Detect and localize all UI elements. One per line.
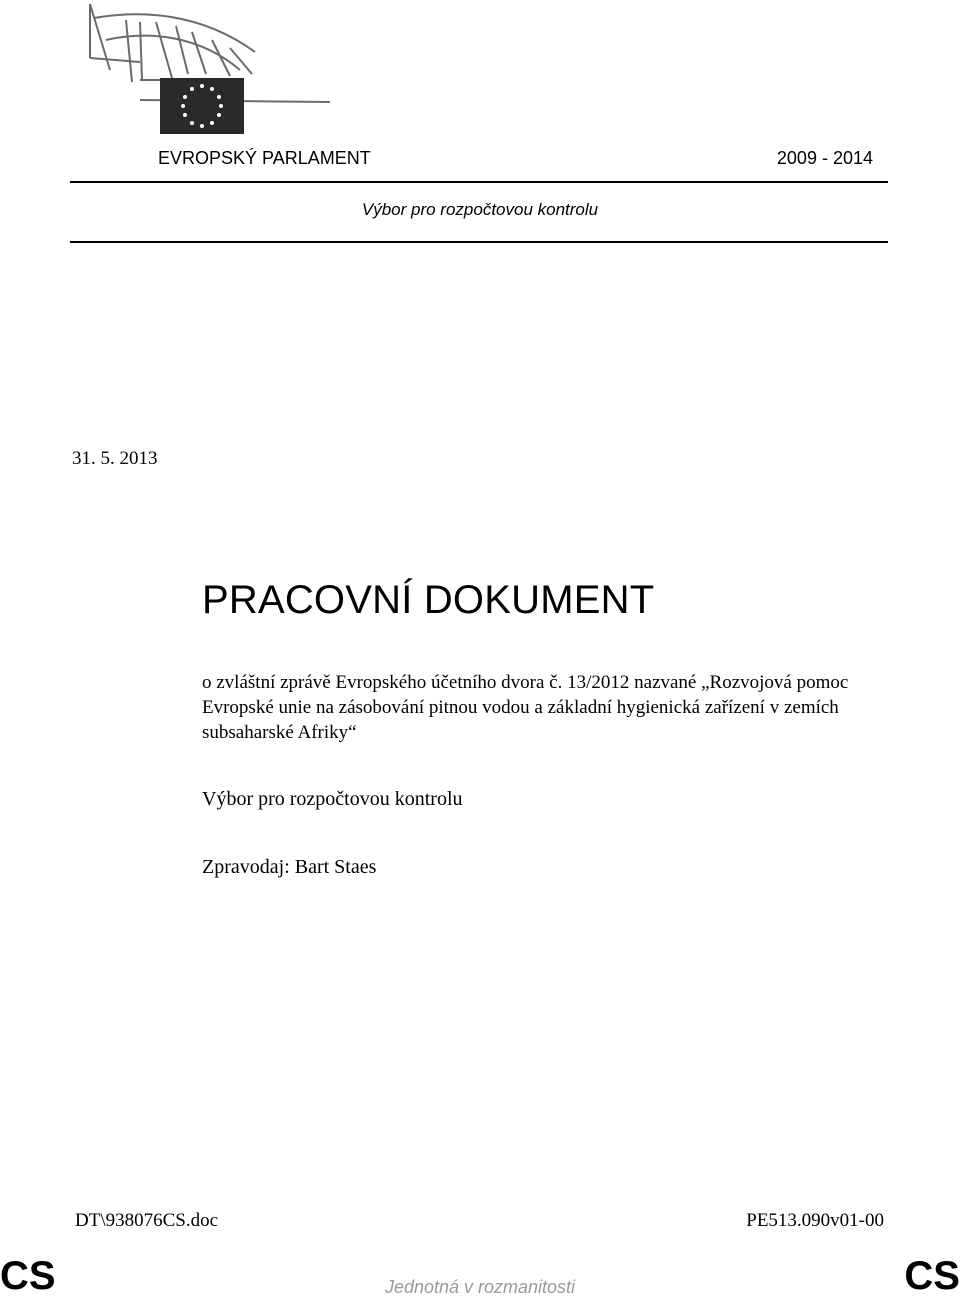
document-reference: DT\938076CS.doc	[75, 1210, 219, 1231]
document-date: 31. 5. 2013	[72, 448, 158, 469]
document-subject: o zvláštní zprávě Evropského účetního dvora č. 13/2012 nazvané „Rozvojová pomoc Evropské unie na zásobování pitnou vodou a základní hygienická zařízení v zemích subsaharské Afriky“	[202, 672, 849, 743]
european-parliament-logo-icon	[80, 0, 340, 140]
language-code-right: CS	[904, 1254, 960, 1298]
institution-name: EVROPSKÝ PARLAMENT	[158, 148, 371, 168]
parliamentary-term: 2009 - 2014	[776, 148, 873, 168]
committee-header: Výbor pro rozpočtovou kontrolu	[361, 200, 599, 219]
pe-reference: PE513.090v01-00	[746, 1210, 884, 1231]
eu-motto: Jednotná v rozmanitosti	[384, 1277, 576, 1297]
header-divider-bottom	[70, 241, 888, 243]
header-divider-top	[70, 181, 888, 183]
rapporteur: Zpravodaj: Bart Staes	[202, 856, 377, 878]
document-type-title: PRACOVNÍ DOKUMENT	[202, 578, 655, 622]
language-code-left: CS	[0, 1254, 56, 1298]
committee-name: Výbor pro rozpočtovou kontrolu	[202, 788, 463, 810]
